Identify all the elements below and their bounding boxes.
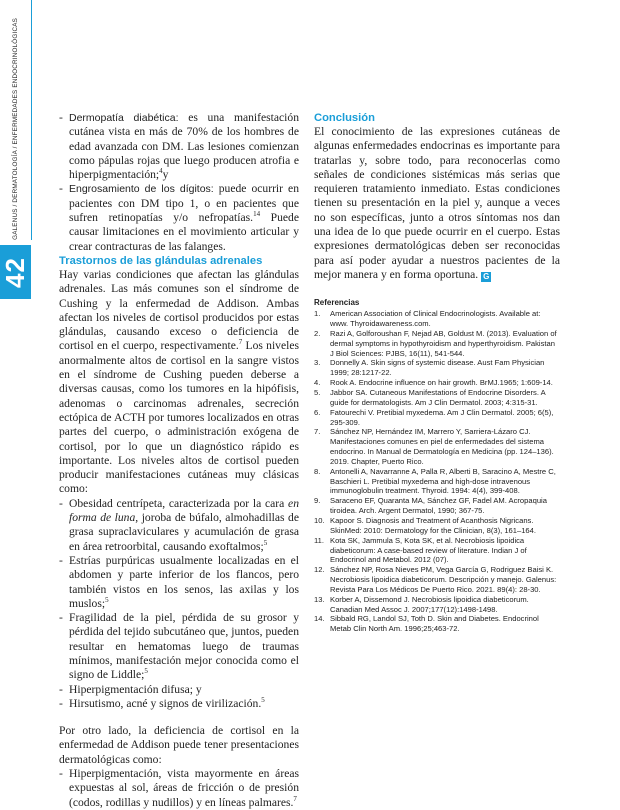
page-number-tab (0, 245, 31, 299)
reference-item (314, 427, 560, 466)
reference-item (314, 329, 560, 359)
reference-number: 13. (314, 594, 325, 604)
reference-number: 12. (314, 565, 325, 575)
page-number: 42 (0, 256, 30, 288)
reference-number: 14. (314, 614, 325, 624)
right-column (314, 111, 560, 634)
reference-item (314, 467, 560, 497)
reference-text: Sánchez NP, Rosa Nieves PM, Vega García G, Rodriguez Baisi K. Necrobiosis lipoidica diabeticorum. Descripción y manejo. Galenus: Revista Para Los Médicos De Puerto Rico. 2021. 89(4): 28-30. (330, 565, 557, 594)
references-heading: Referencias (314, 298, 360, 308)
reference-text: Antonelli A, Navarranne A, Palla R, Alberti B, Saracino A, Mestre C, Baschieri L. Pretibial myxedema and high-dose intravenous immunoglobulin treatment. Thyroid. 1994: 4(4), 399-408. (330, 466, 556, 496)
reference-text: Fatourechi V. Pretibial myxedema. Am J Clin Dermatol. 2005; 6(5), 295-309. (330, 407, 554, 427)
references-list (314, 309, 560, 634)
reference-number: 4. (314, 378, 321, 388)
reference-item (314, 614, 560, 634)
conclusion-text: El conocimiento de las expresiones cutáneas de algunas enfermedades endocrinas es importante para tratarlas y, sobre todo, para reconocerlas como señales de condiciones sistémicas más serias que requieren tratamiento inmediato. Estas condiciones tienen su presentación en la piel y, aunque a veces no son específicas, junto a otros síntomas nos dan una idea de lo que puede ocurrir en el cuerpo. Estas expresiones dermatológicas deben ser reconocidas para así poder ayudar a nuestros pacientes de la mejor manera y en forma oportuna. G (314, 125, 560, 281)
reference-number: 1. (314, 309, 321, 319)
reference-number: 9. (314, 496, 321, 506)
reference-number: 8. (314, 466, 321, 476)
list-item: - Engrosamiento de los dígitos: puede ocurrir en pacientes con DM tipo 1, o en pacientes que sufren retinopatías y/o nefropatías.$^{14}$ Puede causar limitaciones en el movimiento articular y crear contracturas de las falanges. (59, 182, 299, 253)
reference-item (314, 536, 560, 566)
reference-item (314, 516, 560, 536)
reference-number: 5. (314, 388, 321, 398)
reference-number: 10. (314, 515, 325, 525)
running-head (2, 4, 28, 240)
reference-text: Razi A, Golforoushan F, Nejad AB, Goldust M. (2013). Evaluation of dermal symptoms in hypothyroidism and hyperthyroidism. Pakistan J Biol Sciences: PJBS, 16(11), 541-544. (330, 328, 557, 358)
reference-number: 2. (314, 328, 321, 338)
running-head-text: GALENUS / DERMATOLOGÍA / ENFERMEDADES ENDOCRINOLÓGICAS (11, 18, 19, 240)
cushing-list (59, 497, 299, 711)
reference-text: Sibbald RG, Landol SJ, Toth D. Skin and Diabetes. Endocrinol Metab Clin North Am. 1996;25;463-72. (330, 614, 539, 634)
list-item: - Obesidad centrípeta, caracterizada por la cara en forma de luna, joroba de búfalo, almohadillas de grasa supraclaviculares y acumulación de grasa en área retroorbital, causando exoftalmos;$^5$ (59, 497, 299, 554)
adrenal-intro: Hay varias condiciones que afectan las glándulas adrenales. Las más comunes son el síndrome de Cushing y la enfermedad de Addison. Ambas afectan los niveles de cortisol producidos por estas glándulas, causando exceso o deficiencia de cortisol en el cuerpo, respectivamente.$^7$ Los niveles anormalmente altos de cortisol en la sangre vistos en el síndrome de Cushing pueden deberse a diversas causas, como los tumores en la hipófisis, adenomas o carcinomas adrenales, secreción ectópica de ACTH por tumores localizados en otras partes del cuerpo, o administración exógena de cortisol, por lo que un diagnóstico rápido es importante. Los niveles altos de cortisol pueden producir manifestaciones cutáneas muy clásicas como: (59, 267, 300, 496)
reference-text: Sánchez NP, Hernández IM, Marrero Y, Sarriera-Lázaro CJ. Manifestaciones comunes en piel de enfermedades del sistema endocrino. In Manual de Dermatología en Medicina (pp. 124–136). 2019. Chapter, Puerto Rico. (330, 427, 554, 466)
list-item: - Hirsutismo, acné y signos de virilización.$^5$ (59, 697, 299, 711)
reference-item (314, 496, 560, 516)
reference-number: 7. (314, 427, 321, 437)
reference-text: Jabbor SA. Cutaneous Manifestations of Endocrine Disorders. A guide for dermatologists. Am J Clin Dermatol. 2003; 4:315-31. (330, 388, 546, 407)
list-item: - Estrías purpúricas usualmente localizadas en el abdomen y parte inferior de los flancos, pero también vistos en los senos, las axilas y los muslos;$^5$ (59, 554, 299, 611)
addison-list (59, 767, 299, 810)
reference-item (314, 388, 560, 408)
reference-text: Rook A. Endocrine influence on hair growth. BrMJ.1965; 1:609-14. (330, 378, 553, 388)
conclusion-heading: Conclusión (314, 112, 375, 124)
references (314, 298, 560, 634)
reference-text: Kota SK, Jammula S, Kota SK, et al. Necrobiosis lipoidica diabeticorum: A case-based review of literature. Indian J of Endocrinol and Metabol. 2012 (07). (330, 535, 527, 565)
reference-number: 3. (314, 358, 321, 368)
reference-text: American Association of Clinical Endocrinologists. Available at: www. Thyroidawareness.com. (330, 309, 541, 329)
list-item: - Hiperpigmentación difusa; y (59, 683, 299, 697)
reference-number: 6. (314, 407, 321, 417)
list-item: - Fragilidad de la piel, pérdida de su grosor y pérdida del tejido subcutáneo que, juntos, pueden resultar en hematomas luego de traumas mínimos, manifestación mejor conocida como el signo de Liddle;$^5$ (59, 611, 299, 682)
reference-item (314, 595, 560, 615)
reference-text: Kapoor S. Diagnosis and Treatment of Acanthosis Nigricans. SkinMed: 2010: Dermatology for the Clinician, 8(3), 161–164. (330, 515, 536, 535)
intro-list (59, 111, 299, 254)
reference-item (314, 378, 560, 388)
end-mark-icon: G (483, 271, 490, 281)
addison-intro: Por otro lado, la deficiencia de cortisol en la enfermedad de Addison puede tener presentaciones dermatológicas como: (59, 724, 299, 766)
reference-item (314, 408, 560, 428)
list-item: - Dermopatía diabética: es una manifestación cutánea vista en más de 70% de los hombres de edad avanzada con DM. Las lesiones comienzan como pápulas rojas que luego producen atrofia e hiperpigmentación;$^4$y (59, 111, 299, 182)
reference-item (314, 565, 560, 595)
reference-text: Saraceno EF, Quaranta MA, Sánchez GF, Fadel AM. Acropaquia tiroidea. Arch. Argent Dermatol, 1990; 367-75. (330, 496, 547, 516)
reference-text: Donnelly A. Skin signs of systemic disease. Aust Fam Physician 1999; 28:1217-22. (330, 358, 545, 378)
reference-item (314, 358, 560, 378)
reference-item (314, 309, 560, 329)
list-item: - Hiperpigmentación, vista mayormente en áreas expuestas al sol, áreas de fricción o de presión (codos, rodillas y nudillos) y en líneas palmares.$^7$ (59, 767, 299, 810)
adrenal-heading: Trastornos de las glándulas adrenales (59, 254, 263, 267)
item-lead: Engrosamiento de los dígitos: (69, 183, 214, 196)
reference-text: Korber A, Dissemond J. Necrobiosis lipoidica diabeticorum. Canadian Med Assoc J. 2007;177(12):1498-1498. (330, 594, 529, 614)
left-column (59, 111, 299, 810)
item-lead: Dermopatía diabética: (69, 112, 179, 124)
sidebar-rule (31, 0, 32, 240)
reference-number: 11. (314, 535, 324, 545)
